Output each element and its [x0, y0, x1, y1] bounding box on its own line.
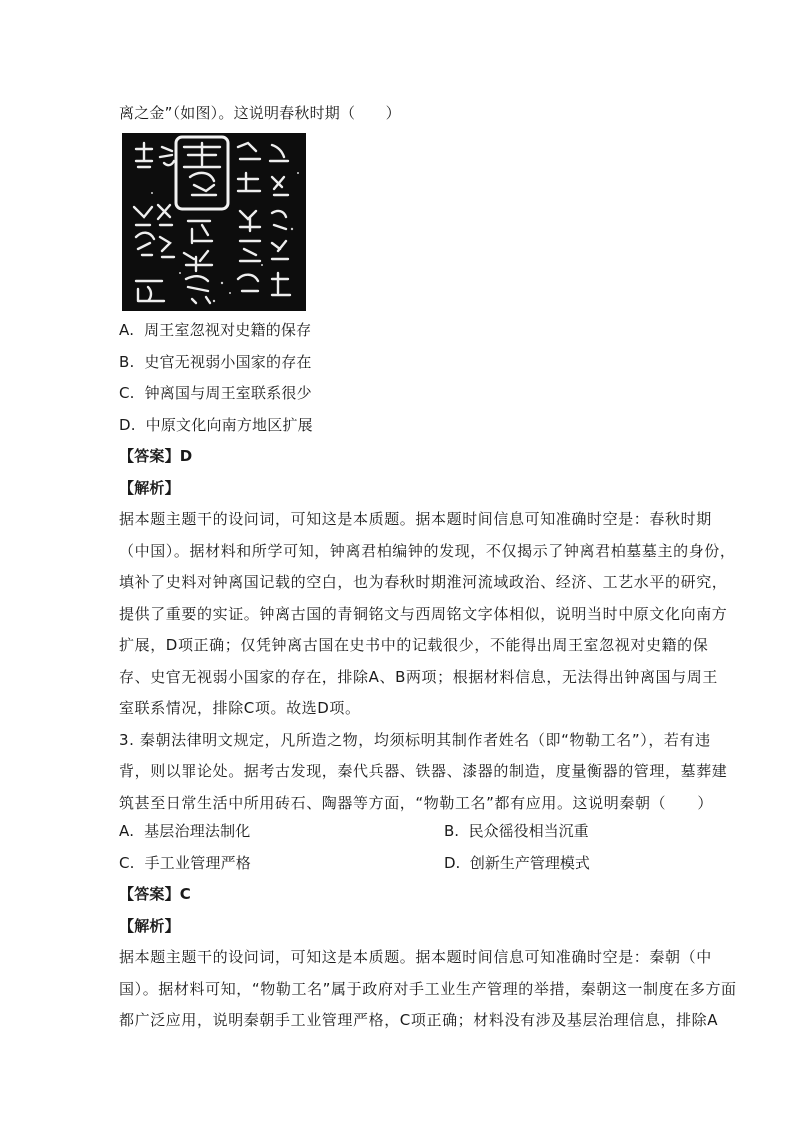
question-2-answer: 【答案】D: [119, 447, 193, 465]
question-2-option-b: [119, 352, 312, 372]
question-2-analysis-line: 室联系情况，排除C项。故选D项。: [119, 699, 361, 717]
question-2-analysis-line: （中国）。据材料和所学可知，钟离君柏编钟的发现，不仅揭示了钟离君柏墓墓主的身份，: [119, 542, 736, 560]
option-text: 周王室忽视对史籍的保存: [144, 321, 312, 339]
question-3-stem-line: 背，则以罪论处。据考古发现，秦代兵器、铁器、漆器的制造，度量衡器的管理，墓葬建: [119, 762, 728, 780]
option-text: 中原文化向南方地区扩展: [145, 416, 313, 434]
option-text: 民众徭役相当沉重: [468, 822, 589, 840]
question-3-analysis-line: 国）。据材料可知，“物勒工名”属于政府对手工业生产管理的举措，秦朝这一制度在多方面: [119, 980, 737, 998]
bronze-inscription-rubbing-image: [122, 133, 306, 311]
question-2-stem: 离之金”（如图）。这说明春秋时期（ ）: [119, 104, 401, 122]
question-3-analysis-label: 【解析】: [119, 917, 180, 935]
option-letter: C.: [119, 384, 135, 402]
option-letter: A.: [119, 321, 135, 339]
question-2-analysis-line: 扩展，D项正确；仅凭钟离古国在史书中的记载很少，不能得出周王室忽视对史籍的保: [119, 636, 709, 654]
question-3-answer: 【答案】C: [119, 885, 192, 903]
option-text: 钟离国与周王室联系很少: [144, 384, 312, 402]
question-3-analysis-line: 据本题主题干的设问词，可知这是本质题。据本题时间信息可知准确时空是：秦朝（中: [119, 948, 712, 966]
question-2-analysis-label: 【解析】: [119, 479, 180, 497]
question-3-option-c: [119, 853, 251, 873]
inscription-rubbing-svg: [122, 133, 306, 311]
question-2-analysis-line: 提供了重要的实证。钟离古国的青铜铭文与西周铭文字体相似，说明当时中原文化向南方: [119, 605, 728, 623]
question-3-option-a: [119, 821, 251, 841]
question-2-analysis-line: 存、史官无视弱小国家的存在，排除A、B两项；根据材料信息，无法得出钟离国与周王: [119, 668, 718, 686]
option-text: 基层治理法制化: [144, 822, 251, 840]
option-text: 创新生产管理模式: [469, 854, 590, 872]
option-text: 手工业管理严格: [144, 854, 251, 872]
question-3-analysis-line: 都广泛应用，说明秦朝手工业管理严格，C项正确；材料没有涉及基层治理信息，排除A: [119, 1011, 719, 1029]
question-3-option-d: [444, 853, 590, 873]
question-3-option-b: [444, 821, 589, 841]
question-3-stem-line: 3. 秦朝法律明文规定，凡所造之物，均须标明其制作者姓名（即“物勒工名”），若有违: [119, 731, 711, 749]
question-3-stem-line: 筑甚至日常生活中所用砖石、陶器等方面，“物勒工名”都有应用。这说明秦朝（ ）: [119, 794, 713, 812]
option-letter: B.: [119, 353, 135, 371]
question-2-analysis-line: 填补了史料对钟离国记载的空白，也为春秋时期淮河流域政治、经济、工艺水平的研究，: [119, 573, 728, 591]
question-2-option-c: [119, 383, 312, 403]
option-text: 史官无视弱小国家的存在: [144, 353, 312, 371]
option-letter: A.: [119, 822, 135, 840]
option-letter: C.: [119, 854, 135, 872]
option-letter: D.: [444, 854, 461, 872]
question-2-analysis-line: 据本题主题干的设问词，可知这是本质题。据本题时间信息可知准确时空是：春秋时期: [119, 510, 712, 528]
option-letter: D.: [119, 416, 136, 434]
question-2-option-a: [119, 320, 311, 340]
option-letter: B.: [444, 822, 460, 840]
question-2-option-d: [119, 415, 313, 435]
